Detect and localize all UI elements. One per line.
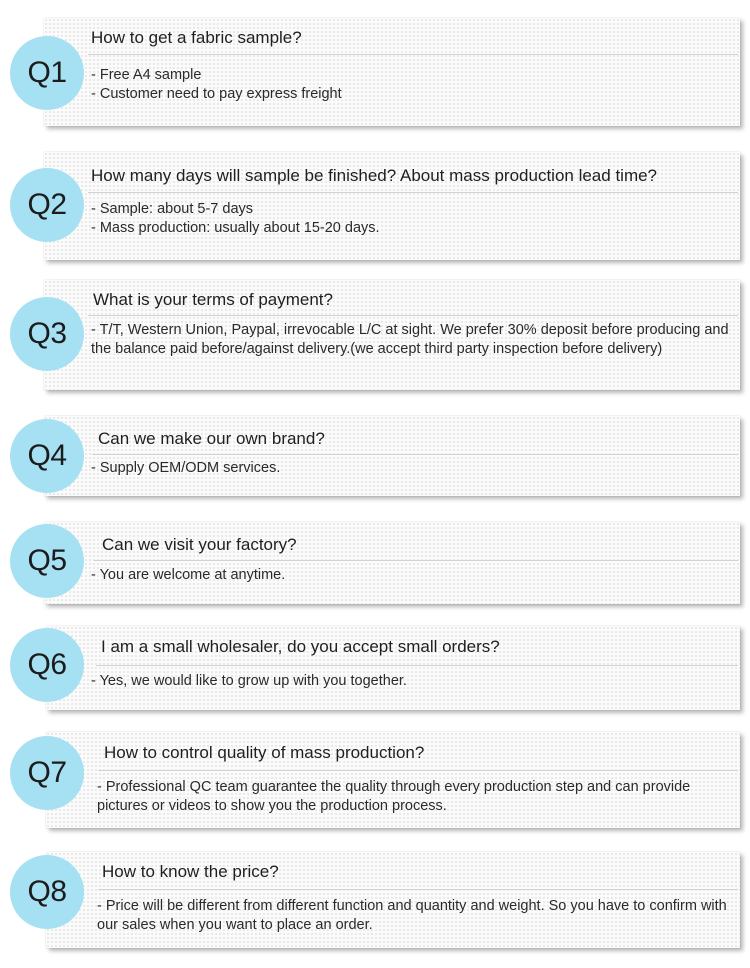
divider-line xyxy=(96,665,738,666)
divider-line xyxy=(88,54,738,55)
question-number-badge: Q6 xyxy=(10,628,84,702)
answer-line: - Mass production: usually about 15-20 days. xyxy=(91,220,380,236)
question-text: How many days will sample be finished? About mass production lead time? xyxy=(91,166,658,185)
question-text: What is your terms of payment? xyxy=(93,290,333,309)
answer-text xyxy=(91,566,736,585)
divider-line xyxy=(88,315,738,316)
faq-item-2 xyxy=(0,152,750,260)
question-number-badge: Q2 xyxy=(10,168,84,242)
answer-text xyxy=(91,66,736,104)
answer-text xyxy=(97,897,736,935)
question-text: I am a small wholesaler, do you accept small orders? xyxy=(101,637,500,656)
question-text: How to know the price? xyxy=(102,862,279,881)
answer-line: - You are welcome at anytime. xyxy=(91,567,286,583)
answer-text xyxy=(91,200,736,238)
question-number-badge: Q5 xyxy=(10,524,84,598)
question-text: How to control quality of mass production? xyxy=(104,743,425,762)
question-text: Can we make our own brand? xyxy=(98,429,325,448)
divider-line xyxy=(88,192,738,193)
question-number-badge: Q7 xyxy=(10,736,84,810)
answer-text xyxy=(91,672,736,691)
answer-line: - Free A4 sample xyxy=(91,67,202,83)
answer-text xyxy=(97,778,736,816)
answer-text xyxy=(91,321,736,359)
answer-line: - T/T, Western Union, Paypal, irrevocable L/C at sight. We prefer 30% deposit before producing and the balance paid before/against delivery.(we accept third party inspection before delivery) xyxy=(91,322,729,357)
faq-item-3 xyxy=(0,280,750,390)
question-text: Can we visit your factory? xyxy=(102,535,297,554)
answer-line: - Professional QC team guarantee the quality through every production step and can provide pictures or videos to show you the production process. xyxy=(97,779,691,814)
question-number-badge: Q8 xyxy=(10,855,84,929)
divider-line xyxy=(92,454,738,455)
faq-item-4 xyxy=(0,416,750,496)
answer-line: - Yes, we would like to grow up with you together. xyxy=(91,673,407,689)
faq-item-5 xyxy=(0,522,750,604)
question-number-badge: Q1 xyxy=(10,36,84,110)
answer-line: - Price will be different from different function and quantity and weight. So you have to confirm with our sales when you want to place an order. xyxy=(97,898,727,933)
divider-line xyxy=(94,560,738,561)
faq-item-6 xyxy=(0,626,750,710)
question-number-badge: Q3 xyxy=(10,297,84,371)
answer-line: - Customer need to pay express freight xyxy=(91,86,342,102)
answer-line: - Supply OEM/ODM services. xyxy=(91,460,281,476)
answer-line: - Sample: about 5-7 days xyxy=(91,201,254,217)
divider-line xyxy=(98,889,738,890)
question-number-badge: Q4 xyxy=(10,419,84,493)
divider-line xyxy=(98,770,738,771)
faq-card xyxy=(44,416,740,496)
faq-item-7 xyxy=(0,732,750,828)
answer-text xyxy=(91,459,736,478)
question-text: How to get a fabric sample? xyxy=(91,28,302,47)
faq-item-1 xyxy=(0,18,750,126)
faq-item-8 xyxy=(0,852,750,948)
